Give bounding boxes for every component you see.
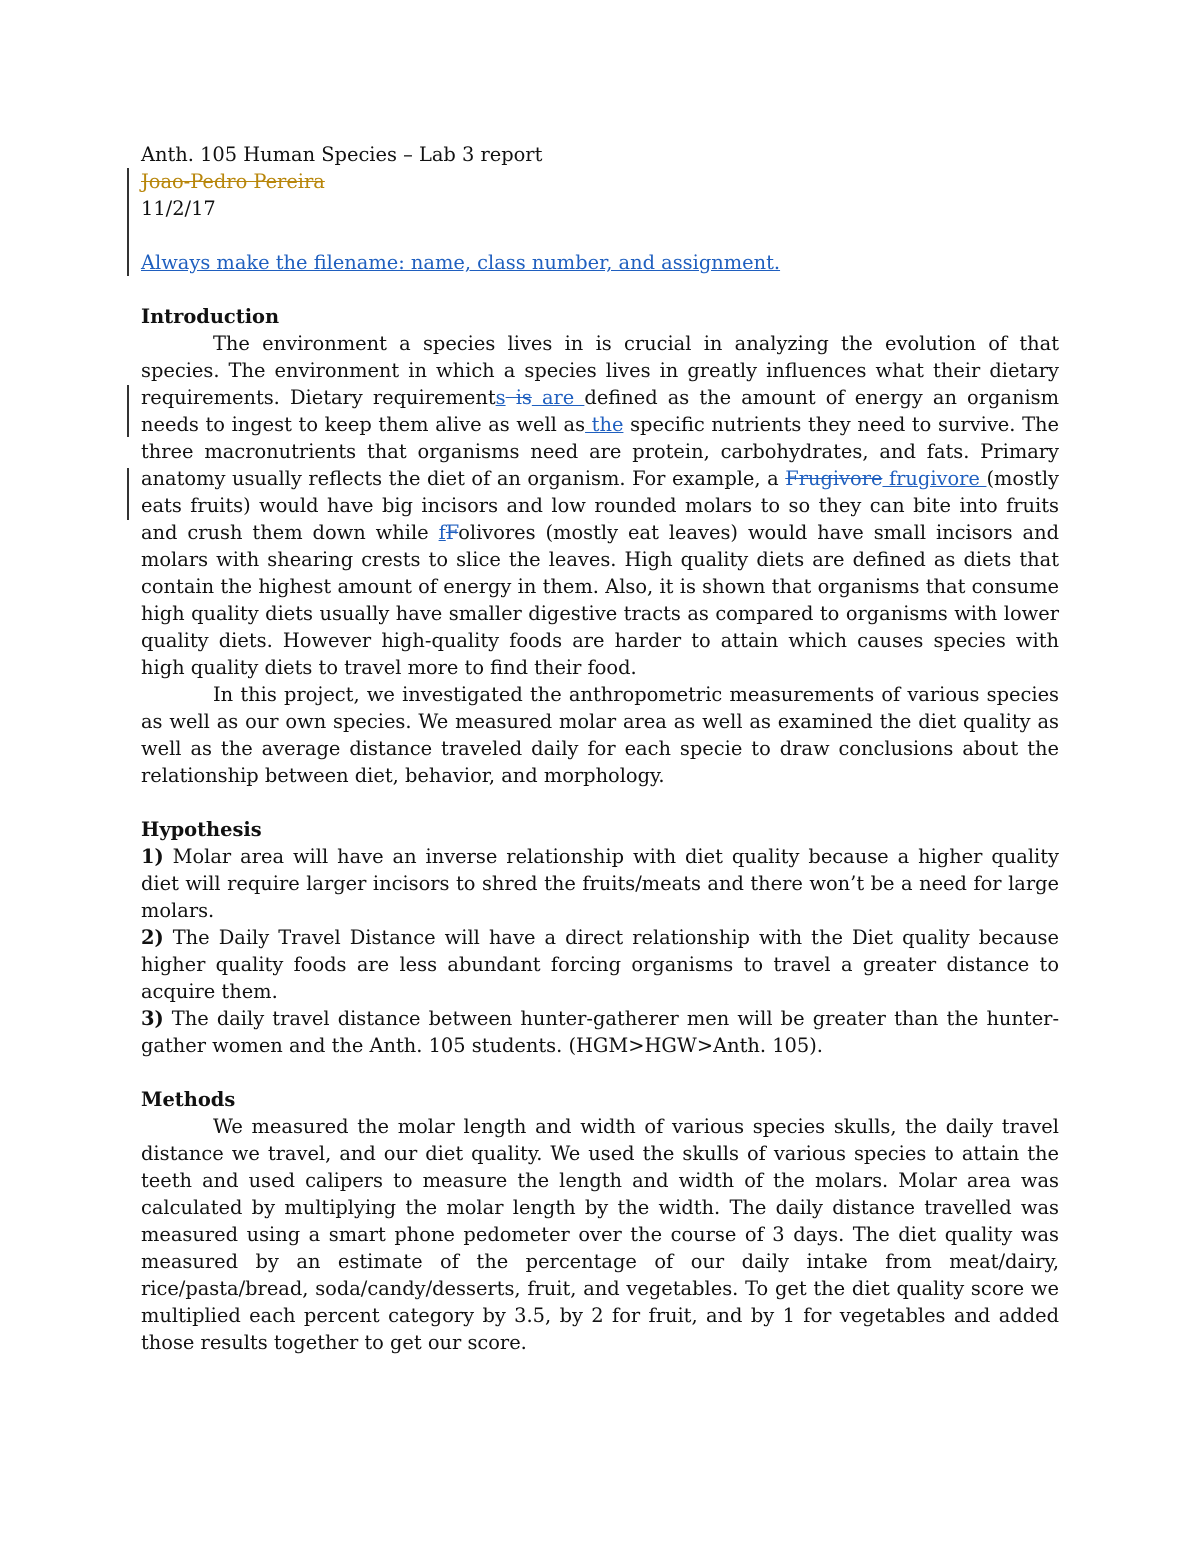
insertion-f: f [438, 521, 446, 544]
course-title: Anth. 105 Human Species – Lab 3 report [141, 143, 543, 166]
reviewer-note: Always make the filename: name, class number, and assignment. [141, 251, 781, 274]
methods-heading: Methods [141, 1088, 236, 1111]
methods-paragraph: We measured the molar length and width of various species skulls, the daily travel distance we travel, and our diet quality. We used the skulls of various species to attain the teeth and used calipers to measure the length and width of the molars. Molar area was calculated by multiplying the molar length by the width. The daily distance travelled was measured using a smart phone pedometer over the course of 3 days. The diet quality was measured by an estimate of the percentage of our daily intake from meat/dairy, rice/pasta/bread, soda/candy/desserts, fruit, and vegetables. To get the diet quality score we multiplied each percent category by 3.5, by 2 for fruit, and by 1 for vegetables and added those results together to get our score. [141, 1115, 1059, 1354]
introduction-paragraph-1: The environment a species lives in is crucial in analyzing the evolution of that species. The environment in which a species lives in greatly influences what their dietary requirements. Dietary requirements is are defined as the amount of energy an organism needs to ingest to keep them alive as well as the specific nutrients they need to survive. The three macronutrients that organisms need are protein, carbohydrates, and fats. Primary anatomy usually reflects the diet of an organism. For example, a Frugivore frugivore (mostly eats fruits) would have big incisors and low rounded molars to so they can bite into fruits and crush them down while fFolivores (mostly eat leaves) would have small incisors and molars with shearing crests to slice the leaves. High quality diets are defined as diets that contain the highest amount of energy in them. Also, it is shown that organisms that consume high quality diets usually have smaller digestive tracts as compared to organisms with lower quality diets. However high-quality foods are harder to attain which causes species with high quality diets to travel more to find their food. [141, 332, 1059, 679]
insertion-the: the [585, 413, 624, 436]
change-bar-intro-2 [127, 468, 129, 520]
insertion-s: s [495, 386, 506, 409]
insertion-frugivore: frugivore [882, 467, 987, 490]
report-date: 11/2/17 [141, 197, 216, 220]
insertion-are: are [531, 386, 585, 409]
deletion-F: F [445, 521, 459, 544]
change-bar-header [127, 168, 129, 276]
introduction-paragraph-2: In this project, we investigated the anthropometric measurements of various species as well as our own species. We measured molar area as well as examined the diet quality as well as the average distance traveled daily for each specie to draw conclusions about the relationship between diet, behavior, and morphology. [141, 683, 1059, 787]
hypothesis-heading: Hypothesis [141, 818, 262, 841]
document-page [141, 141, 1059, 1356]
change-bar-intro-1 [127, 385, 129, 437]
hypothesis-item: 1) Molar area will have an inverse relationship with diet quality because a higher quality diet will require larger incisors to shred the fruits/meats and there won’t be a need for large molars. [141, 845, 1059, 922]
deletion-frugivore: Frugivore [785, 467, 883, 490]
author-name-deleted: Joao-Pedro Pereira [141, 170, 325, 193]
introduction-heading: Introduction [141, 305, 280, 328]
deletion-is: is [505, 386, 532, 409]
hypothesis-item: 3) The daily travel distance between hunter-gatherer men will be greater than the hunter-gather women and the Anth. 105 students. (HGM>HGW>Anth. 105). [141, 1007, 1059, 1057]
hypothesis-item: 2) The Daily Travel Distance will have a direct relationship with the Diet quality because higher quality foods are less abundant forcing organisms to travel a greater distance to acquire them. [141, 926, 1059, 1003]
